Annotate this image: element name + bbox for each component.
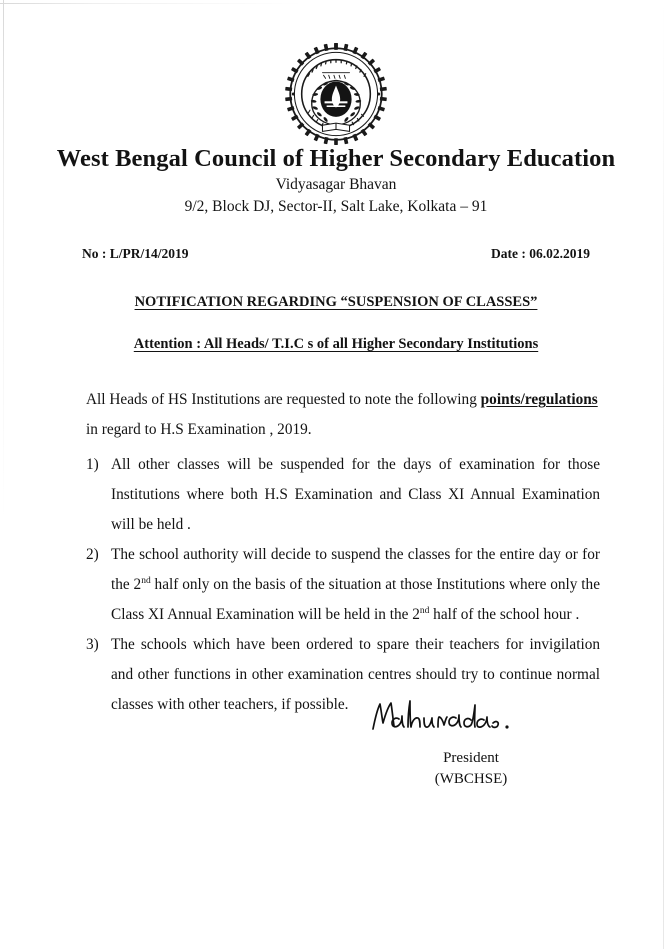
scan-edge-top [0,3,672,4]
intro-paragraph [86,385,600,445]
point-text-segment: half of the school hour . [429,606,580,623]
intro-emphasis: points/regulations [480,391,598,409]
point-text [111,540,600,630]
council-emblem [0,42,672,146]
list-item [86,540,600,630]
point-text-segment: All other classes will be suspended for the days of examination for those Institutions where both H.S Examination and Class XI Annual Examination will be held . [111,456,600,533]
reference-date: Date : 06.02.2019 [491,246,590,261]
intro-text-part2: in regard to H.S Examination , 2019. [86,421,312,439]
heading-block [0,294,672,353]
address-line: 9/2, Block DJ, Sector-II, Salt Lake, Kolkata – 91 [184,197,488,215]
list-item [86,450,600,540]
points-list [86,450,600,720]
point-text-segment: The schools which have been ordered to spare their teachers for invigilation and other functions in other examination centres should try to continue normal classes with other teachers, if possible. [111,636,600,713]
wbchse-seal-icon [284,42,388,146]
reference-row [82,246,590,262]
signatory-title: President [443,750,499,766]
building-name: Vidyasagar Bhavan [275,176,397,194]
organization-name: West Bengal Council of Higher Secondary Education [56,145,616,172]
letterhead [0,146,672,217]
point-number: 2) [86,546,99,563]
notification-title: NOTIFICATION REGARDING “SUSPENSION OF CLASSES” [134,294,538,310]
signature-period [505,725,508,728]
point-text-segment: The school authority will decide to suspend the classes for the entire day or for the 2 [111,546,600,593]
intro-text-part1: All Heads of HS Institutions are requested to note the following [86,391,481,409]
ordinal-suffix: nd [141,575,151,586]
handwritten-signature-icon [368,694,518,740]
signatory-organization: (WBCHSE) [434,771,508,787]
point-text-segment: half only on the basis of the situation at those Institutions where only the Class XI Annual Examination will be held in the 2 [111,576,600,623]
reference-number: No : L/PR/14/2019 [82,246,189,261]
ordinal-suffix: nd [419,605,430,616]
attention-line: Attention : All Heads/ T.I.C s of all Higher Secondary Institutions [133,336,539,352]
signature-block [356,694,586,790]
point-number: 1) [86,456,99,473]
point-number: 3) [86,636,99,653]
point-text [111,450,600,540]
